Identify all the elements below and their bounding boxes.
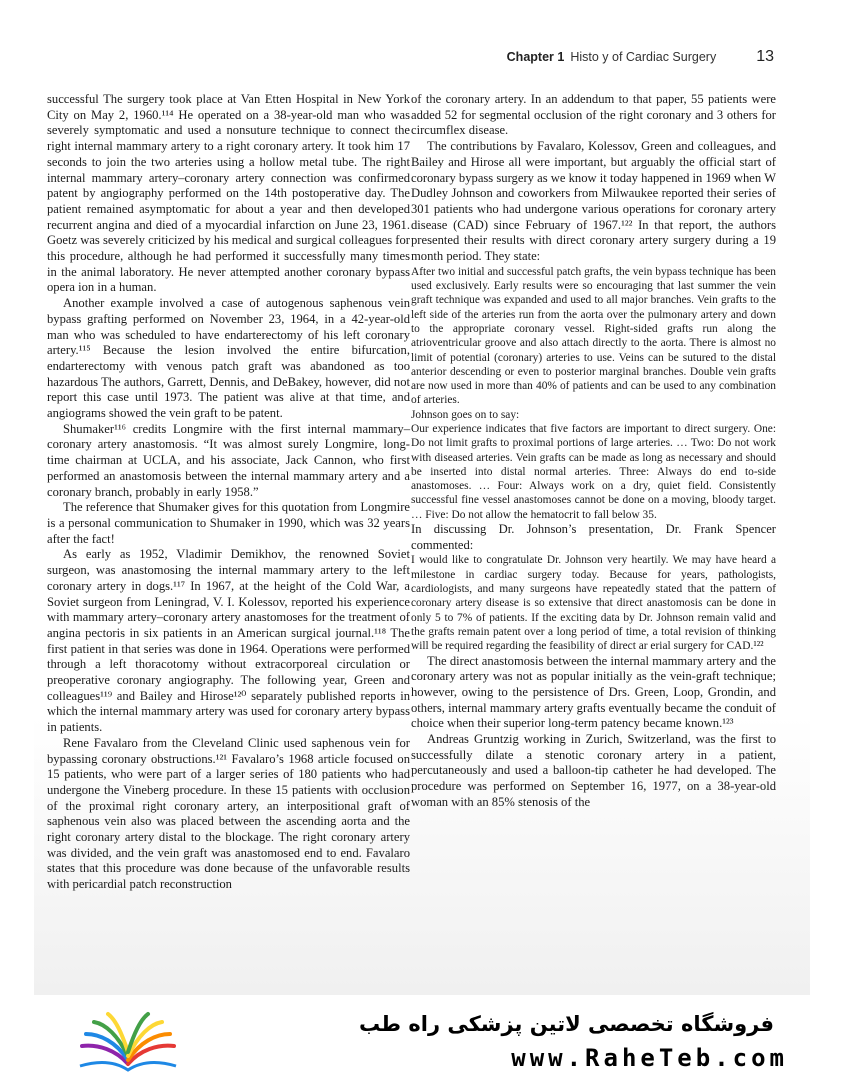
block-quote: After two initial and successful patch grafts, the vein bypass technique has been used exclusively. Early results were so encouraging that last summer the vein graft technique was expanded and used to all major branches. Vein grafts to the left side of the arteries run from the aorta over the pulmonary artery and down to the appropriate coronary vessel. Right-sided grafts run along the atrioventricular groove and also attach directly to the aorta. There is almost no limit of potential (coronary) arteries to use. Veins can be sutured to the distal anterior descending or even to posterior marginal branches. Double vein grafts are now used in more than 40% of patients and can be used to any combination of arteries. (411, 265, 776, 407)
paragraph: Shumaker¹¹⁶ credits Longmire with the first internal mammary–coronary artery anastomosis. “It was almost surely Longmire, long-time chairman at UCLA, and his associate, Jack Cannon, who first performed an anastomosis between the internal mammary artery and a coronary branch, probably in early 1958.” (47, 421, 410, 499)
paragraph: Andreas Gruntzig working in Zurich, Switzerland, was the first to successfully dilate a stenotic coronary artery in a patient, percutaneously and used a balloon-tip catheter he had developed. The procedure was performed on September 16, 1977, on a 38-year-old woman with an 85% stenosis of the (411, 732, 776, 809)
paragraph: Rene Favalaro from the Cleveland Clinic used saphenous vein for bypassing coronary obstructions.¹²¹ Favalaro’s 1968 article focused on 15 patients, who were part of a larger series of 180 patients who had undergone the Vineberg procedure. In these 15 patients with occlusion of the proximal right coronary artery, an interpositional graft of saphenous vein also was placed between the ascending aorta and the right coronary artery distal to the blockage. The right coronary artery was divided, and the vein graft was anastomosed end to end. Favalaro states that this procedure was done because of the unfavorable results with pericardial patch reconstruction (47, 735, 410, 892)
paragraph: In discussing Dr. Johnson’s presentation, Dr. Frank Spencer commented: (411, 522, 776, 552)
open-book-rainbow-icon (76, 1010, 180, 1072)
right-column (411, 92, 776, 811)
paragraph: Another example involved a case of autogenous saphenous vein bypass grafting performed on November 23, 1964, in a 42-year-old man who was scheduled to have endarterectomy of his left coronary artery.¹¹⁵ Because the lesion involved the entire bifurcation, endarterectomy with venous patch graft was abandoned as too hazardous The authors, Garrett, Dennis, and DeBakey, however, did not report this case until 1973. The patient was alive at that time, and angiograms showed the vein graft to be patent. (47, 296, 410, 421)
paragraph: The reference that Shumaker gives for this quotation from Longmire is a personal communication to Shumaker in 1990, which was 32 years after the fact! (47, 500, 410, 546)
left-column (47, 92, 410, 893)
page-number: 13 (756, 48, 774, 65)
paragraph: The direct anastomosis between the internal mammary artery and the coronary artery was not as popular initially as the vein-graft technique; however, owing to the persistence of Drs. Green, Loop, Grondin, and others, internal mammary artery grafts eventually became the conduit of choice when their superior long-term patency became known.¹²³ (411, 653, 776, 731)
paragraph: of the coronary artery. In an addendum to that paper, 55 patients were added 52 for segmental occlusion of the right coronary and 3 others for circumflex disease. (411, 92, 776, 138)
running-header (507, 48, 774, 66)
block-quote: I would like to congratulate Dr. Johnson very heartily. We may have heard a milestone in cardiac surgery today. Because for years, pathologists, cardiologists, and many surgeons have repeatedly stated that the pattern of coronary artery disease is so extensive that direct anastomosis can be done in only 5 to 7% of patients. If the exciting data by Dr. Johnson remain valid and the grafts remain patent over a long period of time, a total revision of thinking will be required regarding the feasibility of direct ar erial surgery for CAD.¹²² (411, 554, 776, 653)
paragraph: The contributions by Favalaro, Kolessov, Green and colleagues, and Bailey and Hirose all were important, but arguably the official start of coronary bypass surgery as we know it today happened in 1969 when W Dudley Johnson and coworkers from Milwaukee reported their series of 301 patients who had undergone various operations for coronary artery disease (CAD) since February of 1967.¹²² In that report, the authors presented their results with direct coronary artery surgery during a 19 month period. They state: (411, 139, 776, 264)
chapter-title: Histo y of Cardiac Surgery (570, 50, 717, 64)
chapter-label: Chapter 1 (506, 50, 565, 64)
paragraph: As early as 1952, Vladimir Demikhov, the renowned Soviet surgeon, was anastomosing the internal mammary artery to the left coronary artery in dogs.¹¹⁷ In 1967, at the height of the Cold War, a Soviet surgeon from Leningrad, V. I. Kolessov, reported his experience with mammary artery–coronary artery anastomoses for the treatment of angina pectoris in six patients in an American surgical journal.¹¹⁸ The first patient in that series was done in 1964. Operations were performed through a left thoracotomy without extracorporeal circulation or preoperative coronary angiography. The following year, Green and colleagues¹¹⁹ and Bailey and Hirose¹²⁰ separately published reports in which the internal mammary artery was used for coronary artery bypass in patients. (47, 547, 410, 735)
block-quote: Our experience indicates that five factors are important to direct surgery. One: Do not limit grafts to proximal portions of large arteries. … Two: Do not work with diseased arteries. Vein grafts can be made as long as necessary and should be inserted into distal normal arteries. Three: Always do end to-side anastomoses. … Four: Always work on a dry, quiet field. Consistently successful fine vessel anastomoses cannot be done on a moving, bloody target. … Five: Do not allow the hematocrit to fall below 35. (411, 423, 776, 521)
paragraph: successful The surgery took place at Van Etten Hospital in New York City on May 2, 1960.¹¹⁴ He operated on a 38-year-old man who was severely symptomatic and used a nonsuture technique to connect the right internal mammary artery to a right coronary artery. It took him 17 seconds to join the two arteries using a hollow metal tube. The right internal mammary artery–coronary artery connection was confirmed patent by angiography performed on the 14th postoperative day. The patient remained asymptomatic for about a year and then developed recurrent angina and died of a myocardial infarction on June 23, 1961. Goetz was severely criticized by his medical and surgical colleagues for this procedure, although he had performed it successfully many times in the animal laboratory. He never attempted another coronary bypass opera ion in a human. (47, 92, 410, 295)
store-name: فروشگاه تخصصی لاتین پزشکی راه طب (359, 1012, 774, 1036)
quote-intro: Johnson goes on to say: (411, 408, 520, 421)
store-url[interactable]: www.RaheTeb.com (511, 1044, 788, 1072)
